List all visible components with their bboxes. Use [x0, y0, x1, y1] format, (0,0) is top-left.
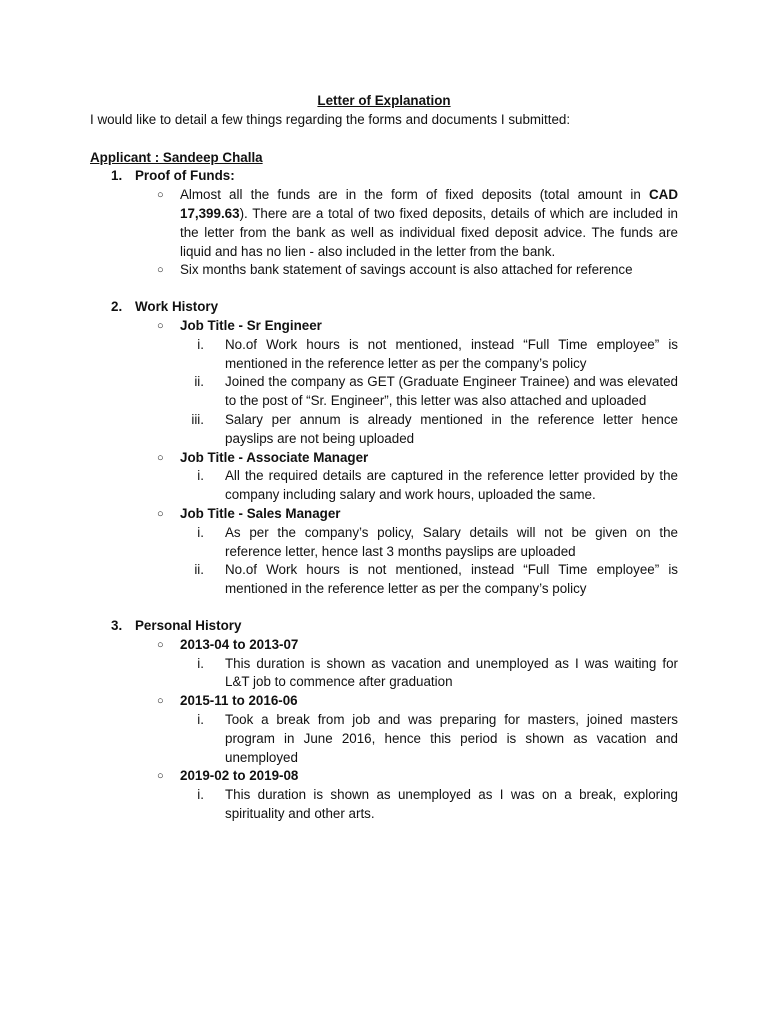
- list-item: ○ Six months bank statement of savings account is also attached for reference: [135, 261, 678, 280]
- section-number: 2.: [111, 299, 123, 315]
- period-entry: [135, 636, 678, 655]
- period-title: 2013-04 to 2013-07: [180, 636, 299, 652]
- job-entry: [135, 449, 678, 468]
- hollow-bullet-icon: ○: [157, 319, 164, 332]
- section-number: 3.: [111, 617, 123, 633]
- item-number: i.: [197, 336, 204, 352]
- list-item: ○ Almost all the funds are in the form of fixed deposits (total amount in CAD 17,399.63). There are a total of two fixed deposits, details of which are included in the letter from the bank as well as individual fixed deposit advice. The funds are liquid and has no lien - also included in the letter from the bank.: [157, 187, 678, 259]
- item-number: ii.: [194, 374, 204, 390]
- list-item: i. All the required details are captured in the reference letter provided by the company including salary and work hours, uploaded the same.: [180, 467, 678, 505]
- funds-amount: CAD 17,399.63: [180, 187, 678, 221]
- hollow-bullet-icon: ○: [157, 638, 164, 651]
- list-item: i. As per the company’s policy, Salary details will not be given on the reference letter, hence last 3 months payslips are uploaded: [180, 524, 678, 562]
- list-item: ii. Joined the company as GET (Graduate Engineer Trainee) and was elevated to the post of “Sr. Engineer”, this letter was also attached and uploaded: [180, 373, 678, 411]
- period-entry: [135, 767, 678, 786]
- period-title: 2015-11 to 2016-06: [180, 693, 298, 709]
- section-heading: Work History: [135, 299, 219, 315]
- item-number: ii.: [194, 562, 204, 578]
- hollow-bullet-icon: ○: [157, 507, 164, 520]
- list-item: ii. No.of Work hours is not mentioned, instead “Full Time employee” is mentioned in the reference letter as per the company’s policy: [180, 561, 678, 599]
- list-item: iii. Salary per annum is already mentioned in the reference letter hence payslips are not being uploaded: [180, 411, 678, 449]
- list-item: i. No.of Work hours is not mentioned, instead “Full Time employee” is mentioned in the reference letter as per the company’s policy: [180, 336, 678, 374]
- applicant-heading: Applicant : Sandeep Challa: [90, 149, 263, 165]
- item-number: i.: [197, 524, 204, 540]
- section-proof-of-funds: [90, 167, 678, 280]
- list-item: i. This duration is shown as vacation and unemployed as I was waiting for L&T job to commence after graduation: [180, 655, 678, 693]
- period-title: 2019-02 to 2019-08: [180, 768, 299, 784]
- item-number: i.: [197, 468, 204, 484]
- hollow-bullet-icon: ○: [157, 189, 164, 202]
- list-item: i. This duration is shown as unemployed as I was on a break, exploring spirituality and other arts.: [180, 786, 678, 824]
- job-title: Job Title - Associate Manager: [180, 449, 369, 465]
- section-heading: Personal History: [135, 617, 242, 633]
- item-number: i.: [197, 655, 204, 671]
- hollow-bullet-icon: ○: [157, 695, 164, 708]
- hollow-bullet-icon: ○: [157, 264, 164, 277]
- document-body: [90, 92, 678, 824]
- section-work-history: [90, 298, 678, 599]
- item-number: i.: [197, 711, 204, 727]
- intro-text: I would like to detail a few things regarding the forms and documents I submitted:: [90, 111, 571, 127]
- hollow-bullet-icon: ○: [157, 451, 164, 464]
- job-title: Job Title - Sr Engineer: [180, 317, 322, 333]
- document-title: Letter of Explanation: [317, 93, 451, 108]
- period-entry: [135, 692, 678, 711]
- item-number: iii.: [191, 411, 204, 427]
- section-number: 1.: [111, 168, 123, 184]
- hollow-bullet-icon: ○: [157, 770, 164, 783]
- section-personal-history: [90, 617, 678, 824]
- job-entry: [135, 317, 678, 336]
- section-heading: Proof of Funds:: [135, 168, 235, 184]
- item-number: i.: [197, 787, 204, 803]
- job-title: Job Title - Sales Manager: [180, 505, 341, 521]
- list-item: i. Took a break from job and was preparing for masters, joined masters program in June 2016, hence this period is shown as vacation and unemployed: [180, 711, 678, 767]
- job-entry: [135, 505, 678, 524]
